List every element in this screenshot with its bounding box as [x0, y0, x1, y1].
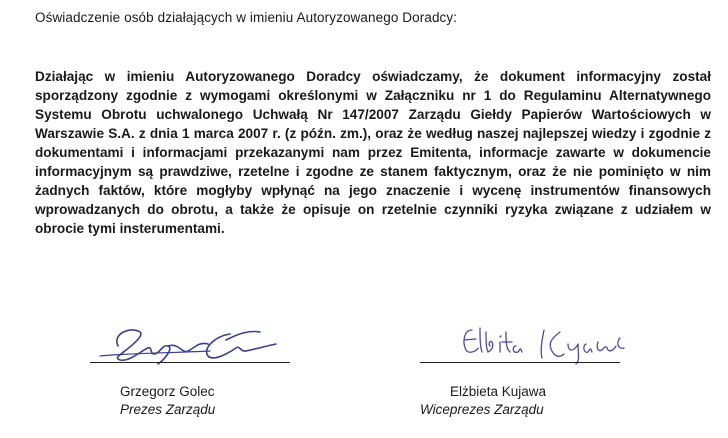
handwritten-signature-kujawa — [420, 320, 620, 365]
signatory-name: Elżbieta Kujawa — [450, 384, 547, 399]
handwritten-signature-golec — [90, 320, 290, 365]
signatory-role: Wiceprezes Zarządu — [420, 402, 544, 417]
signature-line — [90, 362, 290, 363]
signatory-block-right — [420, 320, 620, 430]
signatory-role: Prezes Zarządu — [120, 402, 216, 417]
statement-heading: Oświadczenie osób działających w imieniu Autoryzowanego Doradcy: — [35, 10, 458, 25]
statement-body: Działając w imieniu Autoryzowanego Doradcy oświadczamy, że dokument informacyjny został sporządzony zgodnie z wymogami określonymi w Załączniku nr 1 do Regulaminu Alternatywnego Systemu Obrotu uchwalonego Uchwałą Nr 147/2007 Zarządu Giełdy Papierów Wartościowych w Warszawie S.A. z dnia 1 marca 2007 r. (z późn. zm.), oraz że według naszej najlepszej wiedzy i zgodnie z dokumentami i informacjami przekazanymi nam przez Emitenta, informacje zawarte w dokumencie informacyjnym są prawdziwe, rzetelne i zgodne ze stanem faktycznym, oraz że nie pominięto w nim żadnych faktów, które mogłyby wpłynąć na jego znaczenie i wycenę instrumentów finansowych wprowadzanych do obrotu, a także że opisuje on rzetelnie czynniki ryzyka związane z udziałem w obrocie tymi insterumentami. — [35, 69, 711, 236]
signatory-name: Grzegorz Golec — [120, 384, 215, 399]
signatory-block-left — [90, 320, 290, 430]
signature-line — [420, 362, 620, 363]
